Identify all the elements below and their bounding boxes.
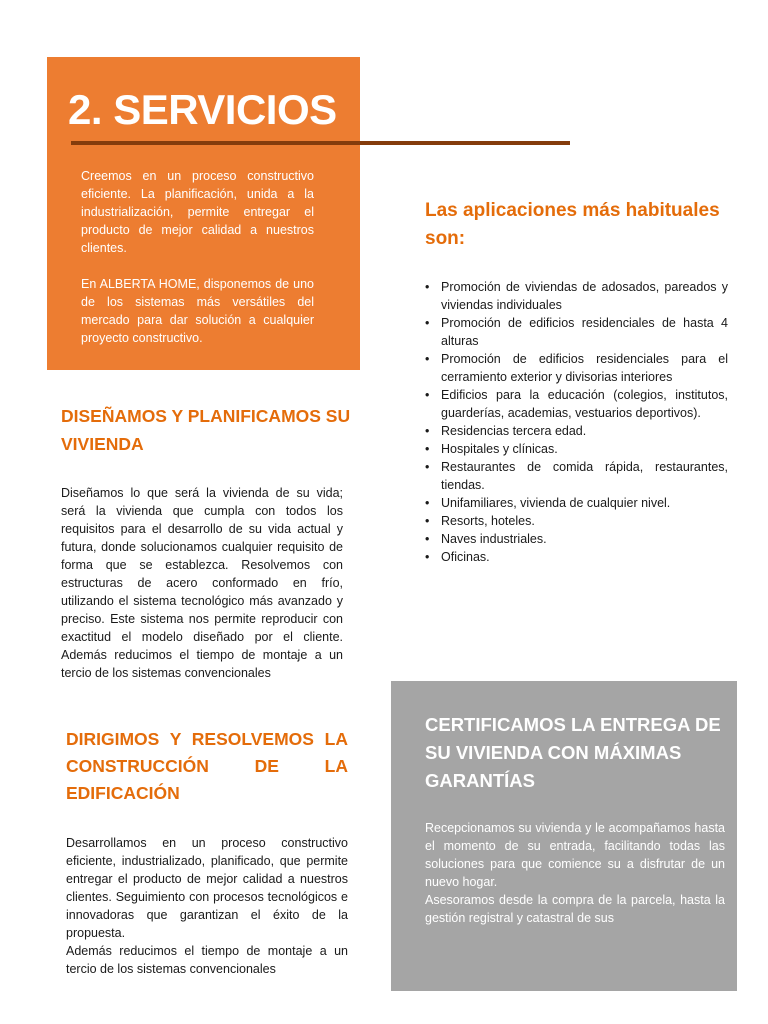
construction-text xyxy=(66,834,348,978)
list-item: • Restaurantes de comida rápida, restaurantes, tiendas. xyxy=(425,458,728,494)
page-title: 2. SERVICIOS xyxy=(68,86,337,133)
construction-body: Desarrollamos en un proceso constructivo eficiente, industrializado, planificado, que permite entregar el producto de mejor calidad a nuestros clientes. Seguimiento con procesos tecnológicos e innovadoras que garantizan el éxito de la propuesta. xyxy=(66,836,348,940)
list-item: • Promoción de edificios residenciales de hasta 4 alturas xyxy=(425,314,728,350)
list-item: • Unifamiliares, vivienda de cualquier nivel. xyxy=(425,494,728,512)
intro-paragraph: En ALBERTA HOME, disponemos de uno de los sistemas más versátiles del mercado para dar solución a cualquier proyecto constructivo. xyxy=(81,277,314,345)
intro-text xyxy=(81,167,314,347)
design-body: Diseñamos lo que será la vivienda de su vida; será la vivienda que cumpla con todos los requisitos para el desarrollo de su vida actual y futura, donde solucionamos cualquier requisito de forma que se establezca. Resolvemos con estructuras de acero conformado en frío, utilizando el sistema tecnológico más avanzado y preciso. Este sistema nos permite reproducir con exactitud el modelo diseñado por el cliente. Además reducimos el tiempo de montaje a un tercio de los sistemas convencionales xyxy=(61,486,343,680)
intro-paragraph: Creemos en un proceso constructivo eficiente. La planificación, unida a la industrialización, permite entregar el producto de mejor calidad a nuestros clientes. xyxy=(81,169,314,255)
construction-body: Además reducimos el tiempo de montaje a un tercio de los sistemas convencionales xyxy=(66,944,348,976)
list-item: • Oficinas. xyxy=(425,548,728,566)
applications-list xyxy=(425,278,728,566)
list-item: • Promoción de edificios residenciales para el cerramiento exterior y divisorias interiores xyxy=(425,350,728,386)
list-item: • Naves industriales. xyxy=(425,530,728,548)
certify-body: Recepcionamos su vivienda y le acompañamos hasta el momento de su entrada, facilitando todas las soluciones para que comience su a disfrutar de un nuevo hogar. xyxy=(425,821,725,889)
list-item: • Hospitales y clínicas. xyxy=(425,440,728,458)
certify-text xyxy=(425,819,725,927)
applications-heading: Las aplicaciones más habituales son: xyxy=(425,200,720,249)
list-item: • Promoción de viviendas de adosados, pareados y viviendas individuales xyxy=(425,278,728,314)
certify-heading: CERTIFICAMOS LA ENTREGA DE SU VIVIENDA CON MÁXIMAS GARANTÍAS xyxy=(425,714,721,791)
design-heading: DISEÑAMOS Y PLANIFICAMOS SU VIVIENDA xyxy=(61,406,351,454)
title-divider xyxy=(71,141,570,145)
certify-body: Asesoramos desde la compra de la parcela, hasta la gestión registral y catastral de sus xyxy=(425,893,725,925)
list-item: • Edificios para la educación (colegios, institutos, guarderías, academias, vestuarios deportivos). xyxy=(425,386,728,422)
list-item: • Residencias tercera edad. xyxy=(425,422,728,440)
construction-heading: DIRIGIMOS Y RESOLVEMOS LA CONSTRUCCIÓN DE LA EDIFICACIÓN xyxy=(66,729,348,803)
list-item: • Resorts, hoteles. xyxy=(425,512,728,530)
